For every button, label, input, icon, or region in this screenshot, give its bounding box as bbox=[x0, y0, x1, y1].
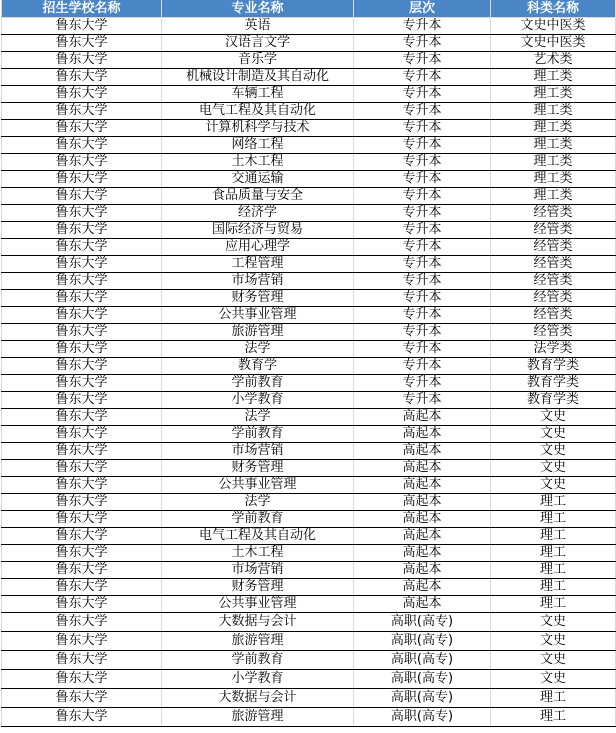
cell-school: 鲁东大学 bbox=[2, 596, 162, 613]
cell-major: 旅游管理 bbox=[162, 324, 354, 341]
cell-school: 鲁东大学 bbox=[2, 477, 162, 494]
cell-major: 经济学 bbox=[162, 205, 354, 222]
cell-school: 鲁东大学 bbox=[2, 120, 162, 137]
cell-level: 高起本 bbox=[354, 511, 491, 528]
cell-major: 小学教育 bbox=[162, 392, 354, 409]
cell-school: 鲁东大学 bbox=[2, 256, 162, 273]
cell-level: 高职(高专) bbox=[354, 689, 491, 708]
cell-school: 鲁东大学 bbox=[2, 188, 162, 205]
cell-category: 经管类 bbox=[491, 273, 616, 290]
cell-major: 公共事业管理 bbox=[162, 477, 354, 494]
table-row bbox=[2, 137, 616, 154]
cell-major: 土木工程 bbox=[162, 154, 354, 171]
cell-level: 高职(高专) bbox=[354, 651, 491, 670]
cell-school: 鲁东大学 bbox=[2, 613, 162, 632]
cell-school: 鲁东大学 bbox=[2, 426, 162, 443]
cell-level: 高起本 bbox=[354, 596, 491, 613]
table-row bbox=[2, 154, 616, 171]
cell-level: 专升本 bbox=[354, 154, 491, 171]
cell-school: 鲁东大学 bbox=[2, 273, 162, 290]
cell-school: 鲁东大学 bbox=[2, 35, 162, 52]
cell-category: 艺术类 bbox=[491, 52, 616, 69]
cell-major: 法学 bbox=[162, 494, 354, 511]
cell-category: 文史 bbox=[491, 409, 616, 426]
cell-level: 专升本 bbox=[354, 239, 491, 256]
cell-major: 财务管理 bbox=[162, 460, 354, 477]
cell-level: 高职(高专) bbox=[354, 613, 491, 632]
header-level: 层次 bbox=[354, 0, 491, 18]
cell-level: 专升本 bbox=[354, 222, 491, 239]
cell-school: 鲁东大学 bbox=[2, 69, 162, 86]
cell-school: 鲁东大学 bbox=[2, 708, 162, 727]
table-row bbox=[2, 341, 616, 358]
cell-major: 旅游管理 bbox=[162, 708, 354, 727]
cell-category: 理工 bbox=[491, 596, 616, 613]
cell-category: 理工类 bbox=[491, 120, 616, 137]
cell-school: 鲁东大学 bbox=[2, 290, 162, 307]
cell-level: 专升本 bbox=[354, 392, 491, 409]
cell-level: 专升本 bbox=[354, 35, 491, 52]
table-row bbox=[2, 477, 616, 494]
cell-category: 理工 bbox=[491, 708, 616, 727]
table-row bbox=[2, 632, 616, 651]
cell-school: 鲁东大学 bbox=[2, 205, 162, 222]
cell-category: 经管类 bbox=[491, 256, 616, 273]
table-row bbox=[2, 171, 616, 188]
cell-major: 音乐学 bbox=[162, 52, 354, 69]
cell-major: 计算机科学与技术 bbox=[162, 120, 354, 137]
cell-school: 鲁东大学 bbox=[2, 632, 162, 651]
cell-school: 鲁东大学 bbox=[2, 511, 162, 528]
cell-major: 大数据与会计 bbox=[162, 689, 354, 708]
table-row bbox=[2, 239, 616, 256]
cell-category: 理工 bbox=[491, 689, 616, 708]
cell-school: 鲁东大学 bbox=[2, 651, 162, 670]
cell-level: 高起本 bbox=[354, 579, 491, 596]
table-row bbox=[2, 120, 616, 137]
cell-category: 教育学类 bbox=[491, 392, 616, 409]
cell-school: 鲁东大学 bbox=[2, 52, 162, 69]
cell-school: 鲁东大学 bbox=[2, 341, 162, 358]
cell-major: 财务管理 bbox=[162, 290, 354, 307]
table-row bbox=[2, 52, 616, 69]
cell-school: 鲁东大学 bbox=[2, 154, 162, 171]
cell-category: 理工类 bbox=[491, 137, 616, 154]
cell-major: 工程管理 bbox=[162, 256, 354, 273]
cell-major: 学前教育 bbox=[162, 375, 354, 392]
cell-category: 理工 bbox=[491, 579, 616, 596]
cell-major: 教育学 bbox=[162, 358, 354, 375]
cell-school: 鲁东大学 bbox=[2, 579, 162, 596]
cell-category: 理工类 bbox=[491, 103, 616, 120]
cell-school: 鲁东大学 bbox=[2, 494, 162, 511]
cell-level: 高起本 bbox=[354, 477, 491, 494]
enrollment-table bbox=[1, 0, 616, 727]
header-major: 专业名称 bbox=[162, 0, 354, 18]
cell-school: 鲁东大学 bbox=[2, 670, 162, 689]
table-row bbox=[2, 426, 616, 443]
cell-major: 电气工程及其自动化 bbox=[162, 103, 354, 120]
table-row bbox=[2, 670, 616, 689]
table-row bbox=[2, 511, 616, 528]
cell-major: 旅游管理 bbox=[162, 632, 354, 651]
cell-category: 教育学类 bbox=[491, 375, 616, 392]
cell-major: 市场营销 bbox=[162, 562, 354, 579]
cell-major: 市场营销 bbox=[162, 273, 354, 290]
cell-level: 专升本 bbox=[354, 86, 491, 103]
table-row bbox=[2, 443, 616, 460]
cell-school: 鲁东大学 bbox=[2, 103, 162, 120]
cell-category: 理工 bbox=[491, 545, 616, 562]
table-row bbox=[2, 103, 616, 120]
cell-category: 文史 bbox=[491, 477, 616, 494]
cell-category: 经管类 bbox=[491, 222, 616, 239]
table-row bbox=[2, 35, 616, 52]
cell-level: 专升本 bbox=[354, 205, 491, 222]
table-row bbox=[2, 188, 616, 205]
table-row bbox=[2, 324, 616, 341]
cell-level: 高职(高专) bbox=[354, 708, 491, 727]
cell-category: 理工类 bbox=[491, 69, 616, 86]
cell-level: 专升本 bbox=[354, 256, 491, 273]
cell-level: 高起本 bbox=[354, 426, 491, 443]
cell-level: 高起本 bbox=[354, 409, 491, 426]
cell-major: 交通运输 bbox=[162, 171, 354, 188]
cell-category: 文史中医类 bbox=[491, 18, 616, 35]
table-row bbox=[2, 708, 616, 727]
table-row bbox=[2, 409, 616, 426]
cell-school: 鲁东大学 bbox=[2, 545, 162, 562]
cell-major: 小学教育 bbox=[162, 670, 354, 689]
cell-school: 鲁东大学 bbox=[2, 171, 162, 188]
table-row bbox=[2, 69, 616, 86]
cell-major: 公共事业管理 bbox=[162, 307, 354, 324]
cell-major: 土木工程 bbox=[162, 545, 354, 562]
cell-level: 高起本 bbox=[354, 494, 491, 511]
cell-category: 经管类 bbox=[491, 324, 616, 341]
cell-level: 高职(高专) bbox=[354, 670, 491, 689]
cell-category: 理工 bbox=[491, 494, 616, 511]
cell-major: 学前教育 bbox=[162, 426, 354, 443]
table-row bbox=[2, 528, 616, 545]
cell-category: 理工类 bbox=[491, 188, 616, 205]
cell-school: 鲁东大学 bbox=[2, 375, 162, 392]
cell-school: 鲁东大学 bbox=[2, 324, 162, 341]
cell-level: 高起本 bbox=[354, 528, 491, 545]
table-row bbox=[2, 579, 616, 596]
cell-category: 经管类 bbox=[491, 290, 616, 307]
header-school: 招生学校名称 bbox=[2, 0, 162, 18]
cell-category: 文史 bbox=[491, 613, 616, 632]
table-row bbox=[2, 273, 616, 290]
table-row bbox=[2, 222, 616, 239]
cell-school: 鲁东大学 bbox=[2, 409, 162, 426]
cell-category: 文史 bbox=[491, 426, 616, 443]
cell-level: 高起本 bbox=[354, 460, 491, 477]
cell-level: 专升本 bbox=[354, 120, 491, 137]
cell-school: 鲁东大学 bbox=[2, 392, 162, 409]
cell-school: 鲁东大学 bbox=[2, 307, 162, 324]
cell-major: 法学 bbox=[162, 341, 354, 358]
table-header-row bbox=[2, 0, 616, 18]
table-row bbox=[2, 18, 616, 35]
cell-level: 专升本 bbox=[354, 273, 491, 290]
cell-level: 高起本 bbox=[354, 562, 491, 579]
cell-major: 应用心理学 bbox=[162, 239, 354, 256]
cell-school: 鲁东大学 bbox=[2, 137, 162, 154]
table-row bbox=[2, 307, 616, 324]
cell-category: 理工 bbox=[491, 562, 616, 579]
cell-level: 专升本 bbox=[354, 341, 491, 358]
cell-major: 汉语言文学 bbox=[162, 35, 354, 52]
cell-level: 专升本 bbox=[354, 375, 491, 392]
table-row bbox=[2, 375, 616, 392]
table-row bbox=[2, 494, 616, 511]
cell-category: 经管类 bbox=[491, 307, 616, 324]
cell-major: 车辆工程 bbox=[162, 86, 354, 103]
cell-major: 网络工程 bbox=[162, 137, 354, 154]
table-row bbox=[2, 651, 616, 670]
table-row bbox=[2, 358, 616, 375]
cell-major: 英语 bbox=[162, 18, 354, 35]
cell-major: 大数据与会计 bbox=[162, 613, 354, 632]
cell-level: 专升本 bbox=[354, 358, 491, 375]
table-body bbox=[2, 18, 616, 727]
cell-level: 专升本 bbox=[354, 290, 491, 307]
cell-major: 公共事业管理 bbox=[162, 596, 354, 613]
cell-school: 鲁东大学 bbox=[2, 689, 162, 708]
header-category: 科类名称 bbox=[491, 0, 616, 18]
cell-category: 文史 bbox=[491, 670, 616, 689]
cell-category: 理工 bbox=[491, 528, 616, 545]
table-row bbox=[2, 205, 616, 222]
cell-level: 高起本 bbox=[354, 443, 491, 460]
table-row bbox=[2, 613, 616, 632]
cell-level: 专升本 bbox=[354, 307, 491, 324]
table-row bbox=[2, 562, 616, 579]
cell-major: 市场营销 bbox=[162, 443, 354, 460]
cell-category: 文史 bbox=[491, 651, 616, 670]
cell-level: 专升本 bbox=[354, 18, 491, 35]
table-row bbox=[2, 460, 616, 477]
cell-school: 鲁东大学 bbox=[2, 222, 162, 239]
cell-level: 专升本 bbox=[354, 69, 491, 86]
cell-major: 法学 bbox=[162, 409, 354, 426]
cell-category: 理工类 bbox=[491, 154, 616, 171]
cell-level: 专升本 bbox=[354, 171, 491, 188]
cell-major: 学前教育 bbox=[162, 651, 354, 670]
cell-school: 鲁东大学 bbox=[2, 460, 162, 477]
cell-school: 鲁东大学 bbox=[2, 358, 162, 375]
cell-school: 鲁东大学 bbox=[2, 86, 162, 103]
table-row bbox=[2, 290, 616, 307]
cell-level: 高职(高专) bbox=[354, 632, 491, 651]
cell-level: 专升本 bbox=[354, 52, 491, 69]
cell-category: 理工类 bbox=[491, 171, 616, 188]
cell-category: 文史中医类 bbox=[491, 35, 616, 52]
cell-category: 教育学类 bbox=[491, 358, 616, 375]
table-row bbox=[2, 256, 616, 273]
table-row bbox=[2, 545, 616, 562]
cell-school: 鲁东大学 bbox=[2, 443, 162, 460]
table-row bbox=[2, 596, 616, 613]
table-row bbox=[2, 86, 616, 103]
cell-category: 经管类 bbox=[491, 205, 616, 222]
cell-category: 文史 bbox=[491, 460, 616, 477]
cell-level: 专升本 bbox=[354, 103, 491, 120]
table-row bbox=[2, 689, 616, 708]
cell-school: 鲁东大学 bbox=[2, 239, 162, 256]
cell-school: 鲁东大学 bbox=[2, 528, 162, 545]
cell-category: 理工 bbox=[491, 511, 616, 528]
cell-level: 专升本 bbox=[354, 188, 491, 205]
cell-major: 食品质量与安全 bbox=[162, 188, 354, 205]
cell-category: 文史 bbox=[491, 632, 616, 651]
cell-category: 文史 bbox=[491, 443, 616, 460]
cell-level: 高起本 bbox=[354, 545, 491, 562]
cell-level: 专升本 bbox=[354, 324, 491, 341]
cell-school: 鲁东大学 bbox=[2, 18, 162, 35]
cell-major: 国际经济与贸易 bbox=[162, 222, 354, 239]
cell-major: 机械设计制造及其自动化 bbox=[162, 69, 354, 86]
cell-school: 鲁东大学 bbox=[2, 562, 162, 579]
cell-level: 专升本 bbox=[354, 137, 491, 154]
cell-major: 学前教育 bbox=[162, 511, 354, 528]
table-row bbox=[2, 392, 616, 409]
cell-major: 电气工程及其自动化 bbox=[162, 528, 354, 545]
cell-major: 财务管理 bbox=[162, 579, 354, 596]
cell-category: 理工类 bbox=[491, 86, 616, 103]
cell-category: 经管类 bbox=[491, 239, 616, 256]
cell-category: 法学类 bbox=[491, 341, 616, 358]
